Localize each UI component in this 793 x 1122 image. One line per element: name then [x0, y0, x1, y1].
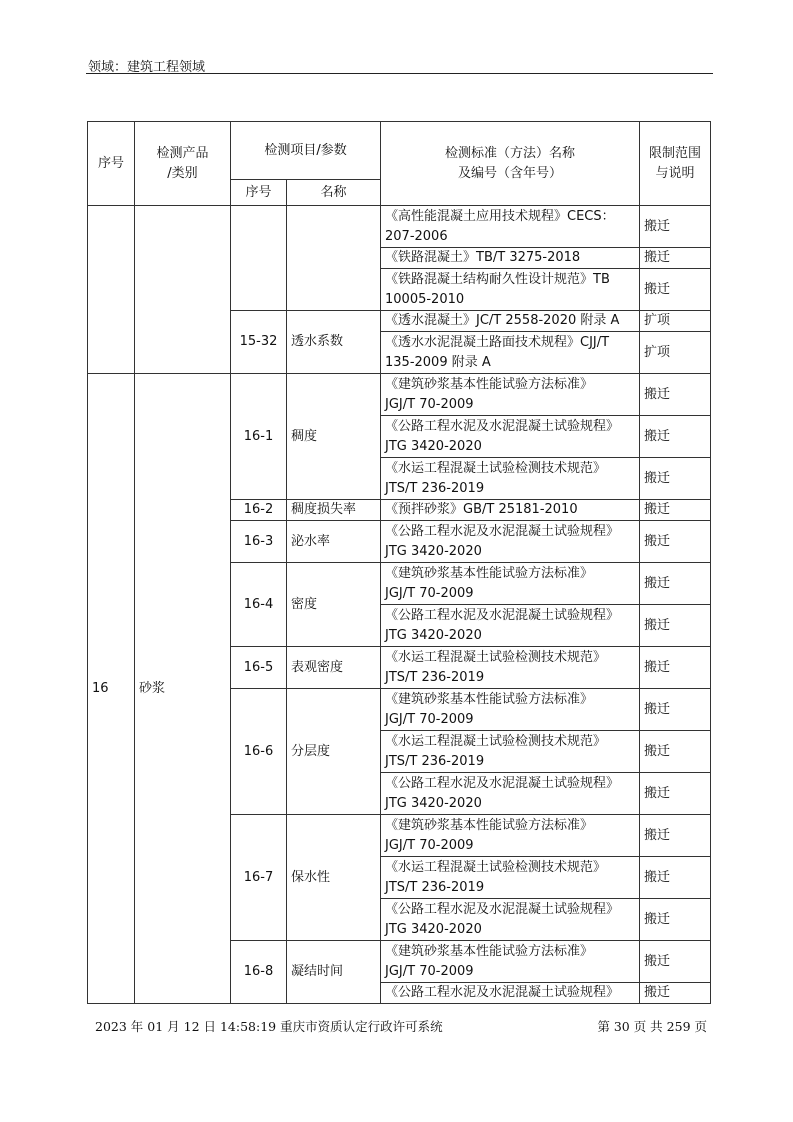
table-row — [88, 206, 711, 248]
standard-text: 《公路工程水泥及水泥混凝土试验规程》 — [385, 985, 620, 1000]
standard-text: 《铁路混凝土》TB/T 3275-2018 — [385, 250, 581, 265]
standard-text: 《透水混凝土》JC/T 2558-2020 附录 A — [385, 313, 620, 328]
item-seq-cell: 16-7 — [231, 815, 287, 941]
standard-text: 《水运工程混凝土试验检测技术规范》 JTS/T 236-2019 — [385, 733, 607, 769]
item-name-cell — [287, 206, 381, 311]
item-name-cell: 稠度损失率 — [287, 500, 381, 521]
standard-text: 《公路工程水泥及水泥混凝土试验规程》 JTG 3420-2020 — [385, 901, 620, 937]
header-item-name: 名称 — [287, 180, 381, 206]
standard-text: 《预拌砂浆》GB/T 25181-2010 — [385, 502, 578, 517]
limit-cell: 搬迁 — [640, 815, 711, 857]
standard-cell — [381, 521, 640, 563]
standard-cell — [381, 248, 640, 269]
footer-timestamp: 2023 年 01 月 12 日 14:58:19 重庆市资质认定行政许可系统 — [95, 1019, 443, 1034]
item-name-cell: 泌水率 — [287, 521, 381, 563]
standard-text: 《建筑砂浆基本性能试验方法标准》 JGJ/T 70-2009 — [385, 376, 594, 412]
limit-cell: 搬迁 — [640, 857, 711, 899]
standard-cell — [381, 983, 640, 1004]
standard-text: 《水运工程混凝土试验检测技术规范》 JTS/T 236-2019 — [385, 649, 607, 685]
standard-cell — [381, 605, 640, 647]
seq-cell — [88, 206, 135, 374]
standard-text: 《高性能混凝土应用技术规程》CECS： 207-2006 — [385, 208, 615, 244]
header-item-seq: 序号 — [231, 180, 287, 206]
item-seq-cell: 15-32 — [231, 311, 287, 374]
header-item: 检测项目/参数 — [231, 122, 381, 180]
standard-text: 《水运工程混凝土试验检测技术规范》 JTS/T 236-2019 — [385, 859, 607, 895]
standard-cell — [381, 206, 640, 248]
item-name-cell: 保水性 — [287, 815, 381, 941]
limit-cell: 搬迁 — [640, 248, 711, 269]
product-cell — [135, 206, 231, 374]
limit-cell: 搬迁 — [640, 458, 711, 500]
standard-cell — [381, 332, 640, 374]
item-name-cell: 分层度 — [287, 689, 381, 815]
item-seq-cell: 16-4 — [231, 563, 287, 647]
header-rule — [86, 73, 713, 74]
limit-cell: 搬迁 — [640, 563, 711, 605]
header-standard: 检测标准（方法）名称 及编号（含年号） — [381, 122, 640, 206]
standard-cell — [381, 374, 640, 416]
standard-cell — [381, 941, 640, 983]
limit-cell: 搬迁 — [640, 689, 711, 731]
limit-cell: 扩项 — [640, 332, 711, 374]
item-seq-cell: 16-2 — [231, 500, 287, 521]
item-seq-cell: 16-3 — [231, 521, 287, 563]
seq-cell: 16 — [88, 374, 135, 1004]
limit-cell: 搬迁 — [640, 731, 711, 773]
standard-cell — [381, 647, 640, 689]
standard-cell — [381, 773, 640, 815]
standard-text: 《公路工程水泥及水泥混凝土试验规程》 JTG 3420-2020 — [385, 775, 620, 811]
limit-cell: 搬迁 — [640, 206, 711, 248]
header-product: 检测产品 /类别 — [135, 122, 231, 206]
product-cell: 砂浆 — [135, 374, 231, 1004]
standard-cell — [381, 269, 640, 311]
standard-text: 《公路工程水泥及水泥混凝土试验规程》 JTG 3420-2020 — [385, 607, 620, 643]
standard-cell — [381, 689, 640, 731]
standard-text: 《透水水泥混凝土路面技术规程》CJJ/T 135-2009 附录 A — [385, 334, 610, 370]
standard-cell — [381, 815, 640, 857]
item-seq-cell: 16-8 — [231, 941, 287, 1004]
table-row — [88, 374, 711, 416]
header-seq: 序号 — [88, 122, 135, 206]
footer-page-number: 第 30 页 共 259 页 — [597, 1019, 707, 1034]
header-limit: 限制范围 与说明 — [640, 122, 711, 206]
inspection-standards-table — [87, 121, 711, 1004]
standard-cell — [381, 458, 640, 500]
item-seq-cell: 16-6 — [231, 689, 287, 815]
limit-cell: 搬迁 — [640, 416, 711, 458]
page-footer — [95, 1017, 707, 1035]
item-name-cell: 透水系数 — [287, 311, 381, 374]
standard-text: 《建筑砂浆基本性能试验方法标准》 JGJ/T 70-2009 — [385, 943, 594, 979]
limit-cell: 搬迁 — [640, 605, 711, 647]
item-name-cell: 凝结时间 — [287, 941, 381, 1004]
limit-cell: 搬迁 — [640, 983, 711, 1004]
item-name-cell: 表观密度 — [287, 647, 381, 689]
item-name-cell: 稠度 — [287, 374, 381, 500]
standard-text: 《公路工程水泥及水泥混凝土试验规程》 JTG 3420-2020 — [385, 523, 620, 559]
standard-cell — [381, 500, 640, 521]
standard-cell — [381, 899, 640, 941]
item-name-cell: 密度 — [287, 563, 381, 647]
standard-cell — [381, 416, 640, 458]
standard-text: 《铁路混凝土结构耐久性设计规范》TB 10005-2010 — [385, 271, 610, 307]
standard-text: 《建筑砂浆基本性能试验方法标准》 JGJ/T 70-2009 — [385, 565, 594, 601]
limit-cell: 扩项 — [640, 311, 711, 332]
standard-cell — [381, 311, 640, 332]
item-seq-cell: 16-5 — [231, 647, 287, 689]
standard-cell — [381, 857, 640, 899]
item-seq-cell — [231, 206, 287, 311]
limit-cell: 搬迁 — [640, 773, 711, 815]
limit-cell: 搬迁 — [640, 374, 711, 416]
limit-cell: 搬迁 — [640, 269, 711, 311]
item-seq-cell: 16-1 — [231, 374, 287, 500]
limit-cell: 搬迁 — [640, 647, 711, 689]
limit-cell: 搬迁 — [640, 500, 711, 521]
limit-cell: 搬迁 — [640, 899, 711, 941]
limit-cell: 搬迁 — [640, 521, 711, 563]
standard-cell — [381, 731, 640, 773]
standard-text: 《公路工程水泥及水泥混凝土试验规程》 JTG 3420-2020 — [385, 418, 620, 454]
page-header-domain: 领域：建筑工程领域 — [88, 60, 206, 75]
limit-cell: 搬迁 — [640, 941, 711, 983]
standard-text: 《水运工程混凝土试验检测技术规范》 JTS/T 236-2019 — [385, 460, 607, 496]
standard-text: 《建筑砂浆基本性能试验方法标准》 JGJ/T 70-2009 — [385, 691, 594, 727]
standard-text: 《建筑砂浆基本性能试验方法标准》 JGJ/T 70-2009 — [385, 817, 594, 853]
standard-cell — [381, 563, 640, 605]
